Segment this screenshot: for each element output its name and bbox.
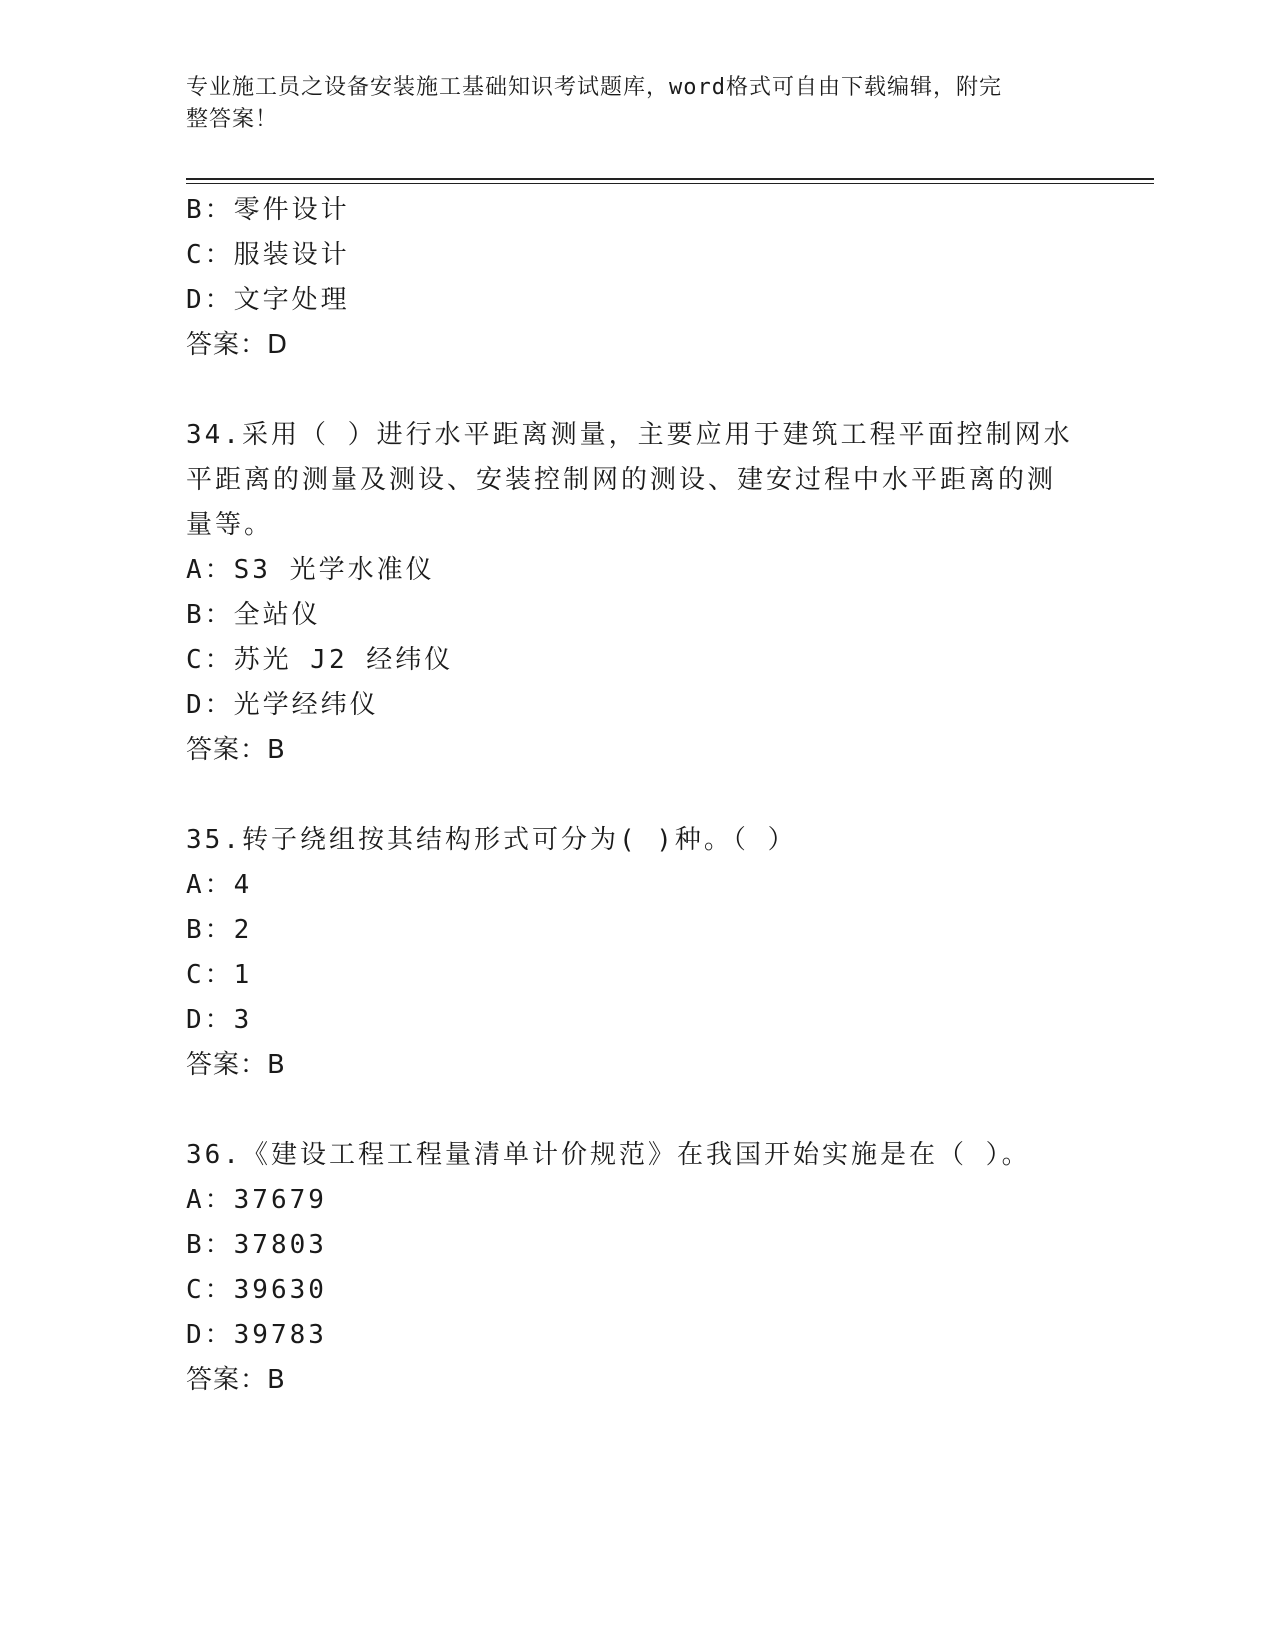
q34-option-a: A：S3 光学水准仪 <box>186 555 435 585</box>
header-line-1: 专业施工员之设备安装施工基础知识考试题库，word格式可自由下载编辑，附完 <box>186 75 1002 100</box>
document-header <box>186 72 1066 136</box>
q36-stem: 36.《建设工程工程量清单计价规范》在我国开始实施是在（ ）。 <box>186 1140 1031 1170</box>
q33-answer: 答案：D <box>186 330 289 360</box>
q33-option-c: C：服装设计 <box>186 240 350 270</box>
q36-option-c: C：39630 <box>186 1275 327 1305</box>
q34-stem-line-3: 量等。 <box>186 510 274 540</box>
q33-option-b: B：零件设计 <box>186 195 350 225</box>
q36-answer: 答案：B <box>186 1365 286 1395</box>
q35-option-c: C：1 <box>186 960 253 990</box>
q35-option-b: B：2 <box>186 915 253 945</box>
q34-answer: 答案：B <box>186 735 286 765</box>
header-divider-thick <box>186 178 1154 180</box>
q36-option-a: A：37679 <box>186 1185 327 1215</box>
header-line-2: 整答案！ <box>186 107 279 132</box>
q34-option-d: D：光学经纬仪 <box>186 690 379 720</box>
q35-stem: 35.转子绕组按其结构形式可分为( )种。（ ） <box>186 825 797 855</box>
q34-stem-line-1: 34.采用（ ）进行水平距离测量，主要应用于建筑工程平面控制网水 <box>186 420 1073 450</box>
q36-option-b: B：37803 <box>186 1230 327 1260</box>
q35-option-d: D：3 <box>186 1005 253 1035</box>
q36-option-d: D：39783 <box>186 1320 327 1350</box>
q34-option-b: B：全站仪 <box>186 600 321 630</box>
q34-option-c: C：苏光 J2 经纬仪 <box>186 645 454 675</box>
q35-answer: 答案：B <box>186 1050 286 1080</box>
q34-stem-line-2: 平距离的测量及测设、安装控制网的测设、建安过程中水平距离的测 <box>186 465 1057 495</box>
header-divider-thin <box>186 183 1154 184</box>
q35-option-a: A：4 <box>186 870 253 900</box>
q33-option-d: D：文字处理 <box>186 285 350 315</box>
